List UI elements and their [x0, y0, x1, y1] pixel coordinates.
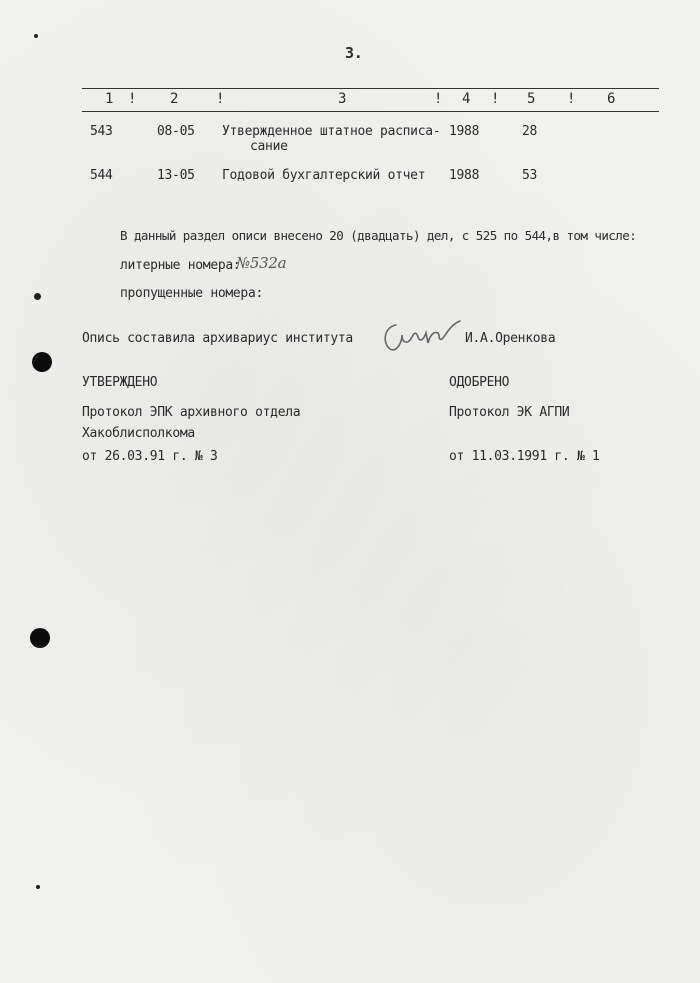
- table-top-rule: [82, 88, 659, 89]
- col-header-5: 5: [527, 91, 536, 107]
- col-header-6: 6: [607, 91, 616, 107]
- punch-hole-bottom: [30, 628, 50, 648]
- speck: [34, 34, 38, 38]
- table-row-title-cont: сание: [250, 139, 288, 154]
- col-sep: !: [216, 91, 225, 107]
- table-row-num: 543: [90, 124, 113, 139]
- col-sep: !: [567, 91, 576, 107]
- speck: [36, 885, 40, 889]
- col-sep: !: [128, 91, 137, 107]
- summary-line: В данный раздел описи внесено 20 (двадцать) дел, с 525 по 544,в том числе:: [120, 228, 637, 243]
- table-row-date: 13-05: [157, 168, 195, 183]
- table-row-num: 544: [90, 168, 113, 183]
- punch-hole-top: [32, 352, 52, 372]
- approved-line-1: Протокол ЭПК архивного отдела: [82, 405, 301, 420]
- table-row-year: 1988: [449, 124, 480, 139]
- table-row-pages: 53: [522, 168, 538, 183]
- approved-line-3: от 26.03.91 г. № 3: [82, 449, 218, 464]
- page-number: 3.: [345, 44, 363, 62]
- table-row-year: 1988: [449, 168, 480, 183]
- approved-heading: УТВЕРЖДЕНО: [82, 375, 158, 390]
- signature-scribble: [380, 313, 470, 361]
- compiler-name: И.А.Оренкова: [465, 331, 556, 346]
- table-row-title: Утвержденное штатное расписа-: [222, 124, 441, 139]
- col-header-1: 1: [105, 91, 114, 107]
- table-row-date: 08-05: [157, 124, 195, 139]
- col-sep: !: [434, 91, 443, 107]
- speck: [34, 293, 41, 300]
- endorsed-line-1: Протокол ЭК АГПИ: [449, 405, 570, 420]
- col-sep: !: [491, 91, 500, 107]
- endorsed-line-2: от 11.03.1991 г. № 1: [449, 449, 600, 464]
- table-row-pages: 28: [522, 124, 538, 139]
- letter-numbers-label: литерные номера:: [120, 258, 241, 273]
- compiled-by-text: Опись составила архивариус института: [82, 331, 353, 346]
- col-header-4: 4: [462, 91, 471, 107]
- col-header-3: 3: [338, 91, 347, 107]
- table-header-rule: [82, 111, 659, 112]
- table-row-title: Годовой бухгалтерский отчет: [222, 168, 426, 183]
- col-header-2: 2: [170, 91, 179, 107]
- approved-line-2: Хакоблисполкома: [82, 426, 195, 441]
- letter-numbers-value: №532а: [236, 254, 287, 272]
- missing-numbers-label: пропущенные номера:: [120, 286, 264, 301]
- endorsed-heading: ОДОБРЕНО: [449, 375, 510, 390]
